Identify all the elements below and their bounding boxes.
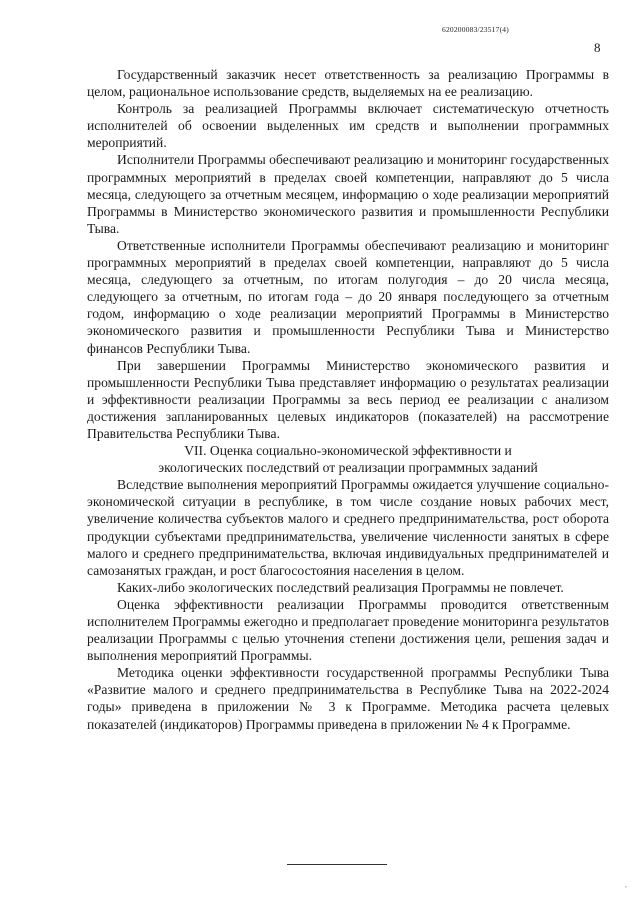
document-code: 620200083/23517(4)	[442, 25, 509, 34]
section-heading	[87, 442, 609, 476]
section-heading-line-2: экологических последствий от реализации программных заданий	[158, 460, 538, 476]
paragraph: При завершении Программы Министерство экономического развития и промышленности Республики Тыва представляет информацию о результатах реализации и эффективности реализации Программы за весь период ее реализации с анализом достижения запланированных целевых индикаторов (показателей) на рассмотрение Правительства Республики Тыва.	[87, 357, 609, 441]
paragraph: Контроль за реализацией Программы включает систематическую отчетность исполнителей об освоении выделенных им средств и выполнении программных мероприятий.	[87, 101, 609, 151]
scan-mark: ,	[625, 880, 627, 889]
paragraph: Вследствие выполнения мероприятий Программы ожидается улучшение социально-экономической ситуации в республике, в том числе создание новых рабочих мест, увеличение количества субъектов малого и среднего предпринимательства, рост оборота продукции субъектами предпринимательства, увеличение численности занятых в сфере малого и среднего предпринимательства, включая индивидуальных предпринимателей и самозанятых граждан, и рост благосостояния населения в целом.	[87, 477, 609, 578]
paragraph: Государственный заказчик несет ответственность за реализацию Программы в целом, рациональное использование средств, выделяемых на ее реализацию.	[87, 67, 609, 100]
paragraph: Ответственные исполнители Программы обеспечивают реализацию и мониторинг программных мероприятий в пределах своей компетенции, направляют до 5 числа месяца, следующего за отчетным, по итогам полугодия – до 20 числа месяца, следующего за отчетным, по итогам года – до 20 января последующего за отчетным годом, информацию о ходе реализации мероприятий Программы в Министерство экономического развития и промышленности Республики Тыва и Министерство финансов Республики Тыва.	[87, 237, 609, 356]
paragraph: Каких-либо экологических последствий реализация Программы не повлечет.	[117, 579, 564, 595]
page-number: 8	[594, 40, 601, 55]
paragraph: Оценка эффективности реализации Программы проводится ответственным исполнителем Программы ежегодно и предполагает проведение мониторинга результатов реализации Программы с целью уточнения степени достижения цели, решения задач и выполнения мероприятий Программы.	[87, 596, 609, 664]
end-separator-line	[287, 864, 387, 865]
section-heading-line-1: VII. Оценка социально-экономической эффективности и	[184, 443, 512, 459]
paragraph: Методика оценки эффективности государственной программы Республики Тыва «Развитие малого и среднего предпринимательства в Республике Тыва на 2022-2024 годы» приведена в приложении № 3 к Программе. Методика расчета целевых показателей (индикаторов) Программы приведена в приложении № 4 к Программе.	[87, 665, 609, 732]
paragraph: Исполнители Программы обеспечивают реализацию и мониторинг государственных программных мероприятий в пределах своей компетенции, направляют до 5 числа месяца, следующего за отчетным месяцем, информацию о ходе реализации мероприятий Программы в Министерство экономического развития и промышленности Республики Тыва.	[87, 152, 609, 236]
document-body	[87, 66, 609, 733]
